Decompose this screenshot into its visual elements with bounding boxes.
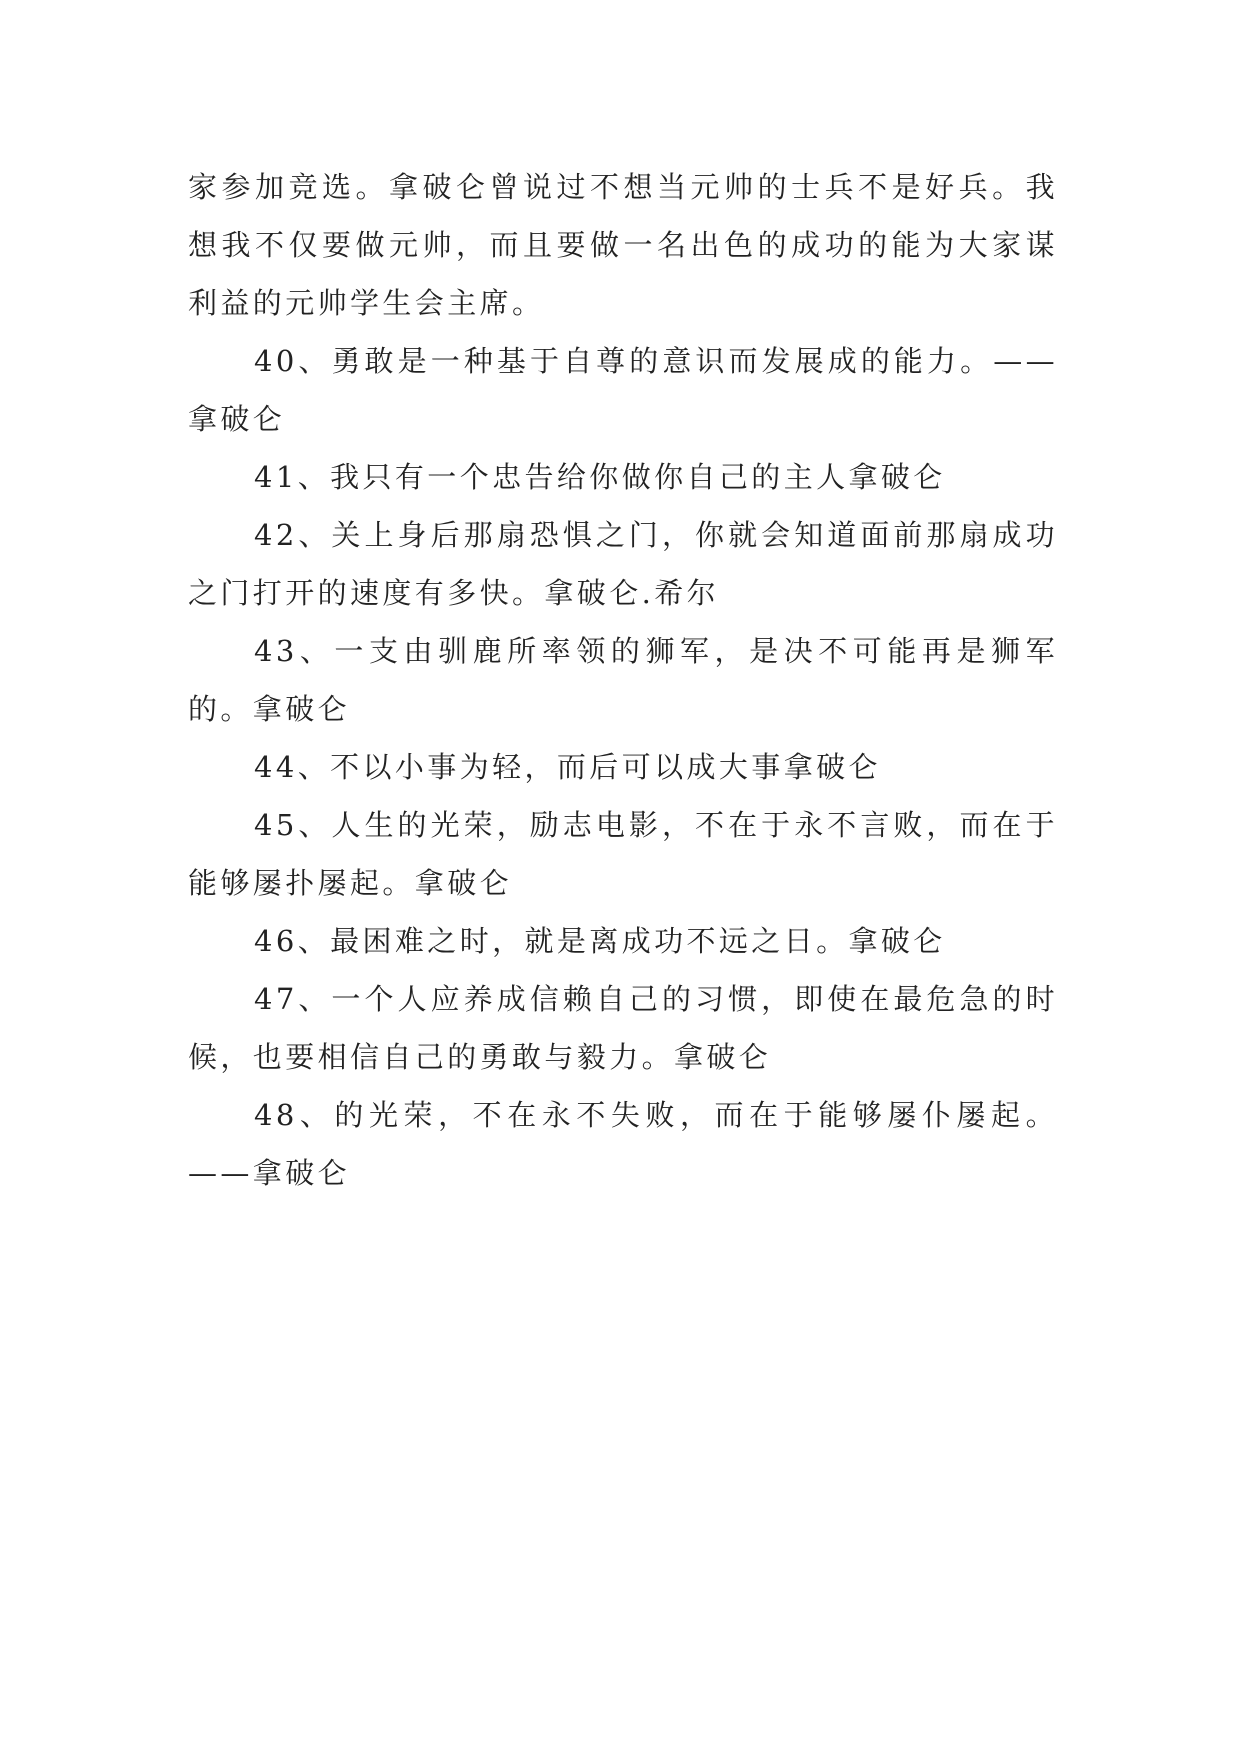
quote-47: 47、一个人应养成信赖自己的习惯，即使在最危急的时候，也要相信自己的勇敢与毅力。拿破仑	[188, 982, 1058, 1074]
paragraph-continued: 家参加竞选。拿破仑曾说过不想当元帅的士兵不是好兵。我想我不仅要做元帅，而且要做一名出色的成功的能为大家谋利益的元帅学生会主席。	[188, 170, 1058, 320]
quote-46: 46、最困难之时，就是离成功不远之日。拿破仑	[254, 924, 946, 958]
quote-42: 42、关上身后那扇恐惧之门，你就会知道面前那扇成功之门打开的速度有多快。拿破仑.希尔	[188, 518, 1058, 610]
quote-41: 41、我只有一个忠告给你做你自己的主人拿破仑	[254, 460, 946, 494]
quote-45: 45、人生的光荣，励志电影，不在于永不言败，而在于能够屡扑屡起。拿破仑	[188, 808, 1058, 900]
quote-48: 48、的光荣，不在永不失败，而在于能够屡仆屡起。——拿破仑	[188, 1098, 1058, 1190]
quote-40: 40、勇敢是一种基于自尊的意识而发展成的能力。——拿破仑	[188, 344, 1058, 436]
quote-44: 44、不以小事为轻，而后可以成大事拿破仑	[254, 750, 881, 784]
quote-43: 43、一支由驯鹿所率领的狮军，是决不可能再是狮军的。拿破仑	[188, 634, 1058, 726]
body-text	[188, 158, 1058, 1202]
